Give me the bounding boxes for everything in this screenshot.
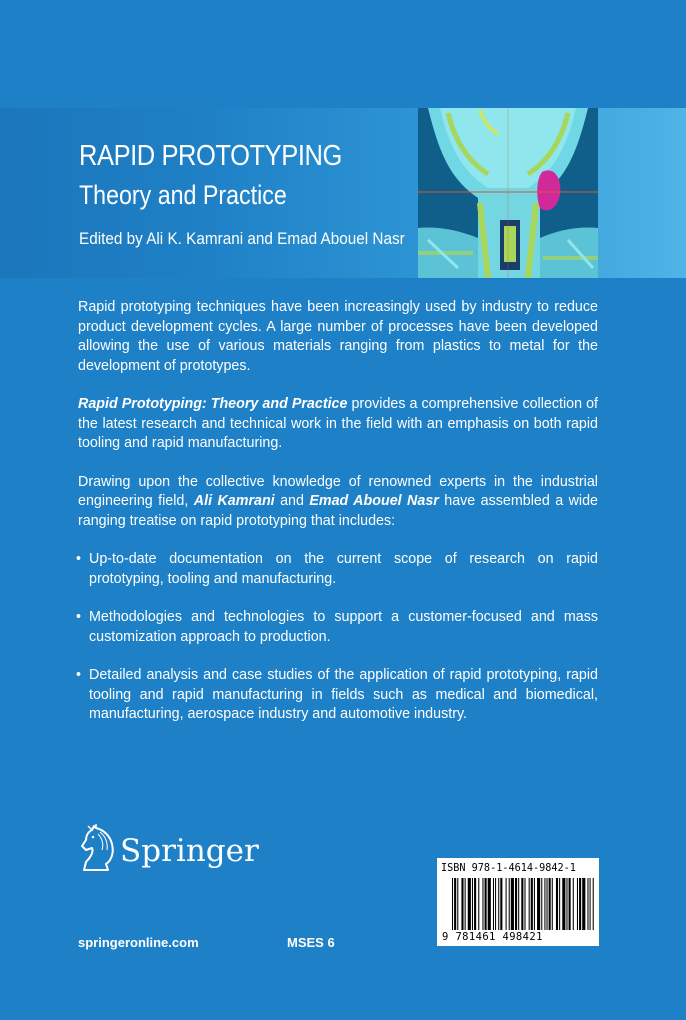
paragraph-editors-and: and	[274, 493, 310, 509]
bullet-icon: •	[76, 551, 82, 567]
paragraph-editors	[78, 473, 598, 532]
barcode-bars	[450, 878, 595, 930]
list-item-text: Detailed analysis and case studies of the application of rapid prototyping, rapid tooling and rapid manufacturing in fields such as medical and biomedical, manufacturing, aerospace industry and automotive industry.	[89, 667, 598, 722]
paragraph-intro: Rapid prototyping techniques have been increasingly used by industry to reduce product development cycles. A large number of processes have been developed allowing the use of various materials ranging from plastics to metal for the development of prototypes.	[78, 299, 598, 374]
editor-name-1: Ali Kamrani	[193, 493, 275, 509]
list-item	[78, 608, 598, 647]
paragraph-book	[78, 395, 598, 454]
bullet-icon: •	[76, 667, 82, 683]
list-item	[78, 550, 598, 589]
description	[78, 298, 598, 744]
paragraph-editors-text-a: Drawing upon the collective knowledge of renowned experts in the industrial engineering field,	[78, 473, 598, 509]
book-subtitle: Theory and Practice	[79, 180, 287, 210]
bullet-icon: •	[76, 609, 82, 625]
isbn-label: ISBN 978-1-4614-9842-1	[441, 863, 576, 874]
barcode-number: 9 781461 498421	[442, 931, 543, 943]
feature-list	[78, 550, 598, 725]
book-title: RAPID PROTOTYPING	[79, 140, 342, 172]
website-link[interactable]: springeronline.com	[78, 935, 199, 950]
publisher-name: Springer	[120, 833, 259, 869]
ct-scan-image	[418, 108, 598, 278]
list-item-text: Up-to-date documentation on the current scope of research on rapid prototyping, tooling and manufacturing.	[89, 551, 598, 587]
series-code: MSES 6	[287, 935, 335, 950]
book-editors: Edited by Ali K. Kamrani and Emad Abouel Nasr	[79, 229, 405, 248]
paragraph-book-text: provides a comprehensive collection of the latest research and technical work in the field with an emphasis on both rapid tooling and rapid manufacturing.	[78, 396, 598, 451]
book-title-emphasis: Rapid Prototyping: Theory and Practice	[78, 396, 348, 412]
editor-name-2: Emad Abouel Nasr	[309, 493, 439, 509]
list-item	[78, 666, 598, 725]
paragraph-editors-text-b: have assembled a wide ranging treatise on rapid prototyping that includes:	[78, 493, 599, 529]
list-item-text: Methodologies and technologies to support a customer-focused and mass customization approach to production.	[89, 609, 598, 645]
